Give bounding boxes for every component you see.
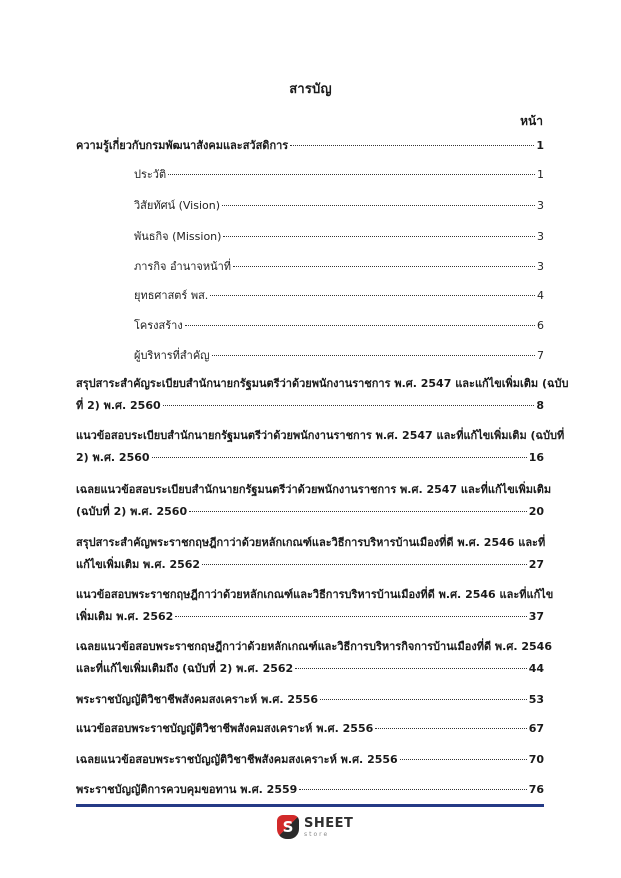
toc-subentry[interactable] — [134, 285, 544, 307]
toc-entry-text: โครงสร้าง — [134, 319, 183, 332]
toc-entry-text-line1: สรุปสาระสำคัญพระราชกฤษฎีกาว่าด้วยหลักเกณฑ์และวิธีการบริหารบ้านเมืองที่ดี พ.ศ. 2546 และที่ — [76, 536, 546, 549]
toc-entry-text-line1: แนวข้อสอบระเบียบสำนักนายกรัฐมนตรีว่าด้วยพนักงานราชการ พ.ศ. 2547 และที่แก้ไขเพิ่มเติม (ฉบับที่ — [76, 429, 565, 442]
toc-entry-text: (ฉบับที่ 2) พ.ศ. 2560 — [76, 505, 188, 518]
toc-entry-text: และที่แก้ไขเพิ่มเติมถึง (ฉบับที่ 2) พ.ศ. 2562 — [76, 662, 294, 675]
toc-entry-text: พระราชบัญญัติวิชาชีพสังคมสงเคราะห์ พ.ศ. 2556 — [76, 693, 319, 706]
toc-subentry[interactable] — [134, 226, 544, 248]
leader-dots — [320, 698, 527, 700]
leader-dots — [223, 235, 535, 237]
leader-dots — [210, 294, 535, 296]
toc-page-number: 3 — [537, 260, 544, 273]
toc-page-number: 76 — [528, 783, 544, 796]
toc-entry-text: พันธกิจ (Mission) — [134, 230, 222, 243]
toc-entry-text: วิสัยทัศน์ (Vision) — [134, 199, 220, 212]
toc-page-number: 6 — [537, 319, 544, 332]
leader-dots — [299, 788, 526, 790]
toc-entry-text-line1: เฉลยแนวข้อสอบพระราชกฤษฎีกาว่าด้วยหลักเกณฑ์และวิธีการบริหารกิจการบ้านเมืองที่ดี พ.ศ. 2546 — [76, 640, 552, 653]
leader-dots — [295, 667, 527, 669]
leader-dots — [202, 563, 527, 565]
leader-dots — [233, 265, 535, 267]
toc-entry[interactable] — [76, 479, 552, 523]
toc-entry-text: ความรู้เกี่ยวกับกรมพัฒนาสังคมและสวัสดิการ — [76, 139, 289, 152]
leader-dots — [222, 204, 535, 206]
leader-dots — [168, 173, 535, 175]
toc-entry-text: 2) พ.ศ. 2560 — [76, 451, 150, 464]
toc-entry[interactable] — [76, 373, 569, 417]
toc-entry[interactable] — [76, 532, 544, 576]
toc-page-number: 8 — [536, 399, 544, 412]
toc-page-number: 1 — [537, 168, 544, 181]
logo-mark-icon: S — [277, 815, 299, 839]
toc-entry-text: พระราชบัญญัติการควบคุมขอทาน พ.ศ. 2559 — [76, 783, 298, 796]
toc-page-number: 1 — [536, 139, 544, 152]
toc-entry[interactable] — [76, 135, 544, 157]
toc-entry-text: แก้ไขเพิ่มเติม พ.ศ. 2562 — [76, 558, 201, 571]
toc-subentry[interactable] — [134, 345, 544, 367]
toc-entry[interactable] — [76, 584, 554, 628]
toc-entry[interactable] — [76, 718, 544, 740]
leader-dots — [152, 456, 527, 458]
toc-entry-text: เพิ่มเติม พ.ศ. 2562 — [76, 610, 174, 623]
toc-entry[interactable] — [76, 636, 552, 680]
toc-page-number: 44 — [528, 662, 544, 675]
toc-entry-text: แนวข้อสอบพระราชบัญญัติวิชาชีพสังคมสงเคราะห์ พ.ศ. 2556 — [76, 722, 374, 735]
toc-entry-text: ผู้บริหารที่สำคัญ — [134, 349, 210, 362]
toc-page-number: 27 — [528, 558, 544, 571]
logo-subtitle: store — [304, 830, 330, 838]
toc-page-number: 7 — [537, 349, 544, 362]
leader-dots — [212, 354, 535, 356]
leader-dots — [185, 324, 535, 326]
toc-subentry[interactable] — [134, 164, 544, 186]
toc-page-number: 67 — [528, 722, 544, 735]
leader-dots — [163, 404, 535, 406]
toc-subentry[interactable] — [134, 256, 544, 278]
leader-dots — [175, 615, 526, 617]
leader-dots — [400, 758, 527, 760]
page-column-header: หน้า — [520, 114, 543, 128]
toc-page-number: 53 — [528, 693, 544, 706]
toc-entry[interactable] — [76, 749, 544, 771]
toc-entry[interactable] — [76, 425, 565, 469]
toc-page-number: 16 — [528, 451, 544, 464]
toc-page-number: 3 — [537, 230, 544, 243]
toc-entry-text: ยุทธศาสตร์ พส. — [134, 289, 209, 302]
toc-entry-text: เฉลยแนวข้อสอบพระราชบัญญัติวิชาชีพสังคมสงเคราะห์ พ.ศ. 2556 — [76, 753, 398, 766]
toc-entry-text: ภารกิจ อำนาจหน้าที่ — [134, 260, 232, 273]
footer-divider — [76, 804, 544, 807]
leader-dots — [375, 727, 526, 729]
toc-entry-text-line1: สรุปสาระสำคัญระเบียบสำนักนายกรัฐมนตรีว่าด้วยพนักงานราชการ พ.ศ. 2547 และแก้ไขเพิ่มเติม (ฉบับ — [76, 377, 569, 390]
toc-entry-text: ที่ 2) พ.ศ. 2560 — [76, 399, 161, 412]
toc-page-number: 4 — [537, 289, 544, 302]
toc-entry-text: ประวัติ — [134, 168, 167, 181]
toc-page-number: 3 — [537, 199, 544, 212]
toc-entry-text-line1: แนวข้อสอบพระราชกฤษฎีกาว่าด้วยหลักเกณฑ์และวิธีการบริหารบ้านเมืองที่ดี พ.ศ. 2546 และที่แก้ไข — [76, 588, 554, 601]
toc-subentry[interactable] — [134, 315, 544, 337]
toc-page-number: 70 — [528, 753, 544, 766]
leader-dots — [290, 144, 534, 146]
leader-dots — [189, 510, 527, 512]
sheet-store-logo — [277, 815, 353, 839]
toc-page-number: 37 — [528, 610, 544, 623]
toc-entry[interactable] — [76, 689, 544, 711]
logo-name: SHEET — [304, 815, 354, 831]
logo-text — [304, 817, 353, 838]
toc-entry[interactable] — [76, 779, 544, 801]
toc-page-number: 20 — [528, 505, 544, 518]
page-title: สารบัญ — [289, 82, 332, 97]
toc-subentry[interactable] — [134, 195, 544, 217]
toc-entry-text-line1: เฉลยแนวข้อสอบระเบียบสำนักนายกรัฐมนตรีว่าด้วยพนักงานราชการ พ.ศ. 2547 และที่แก้ไขเพิ่มเติม — [76, 483, 552, 496]
